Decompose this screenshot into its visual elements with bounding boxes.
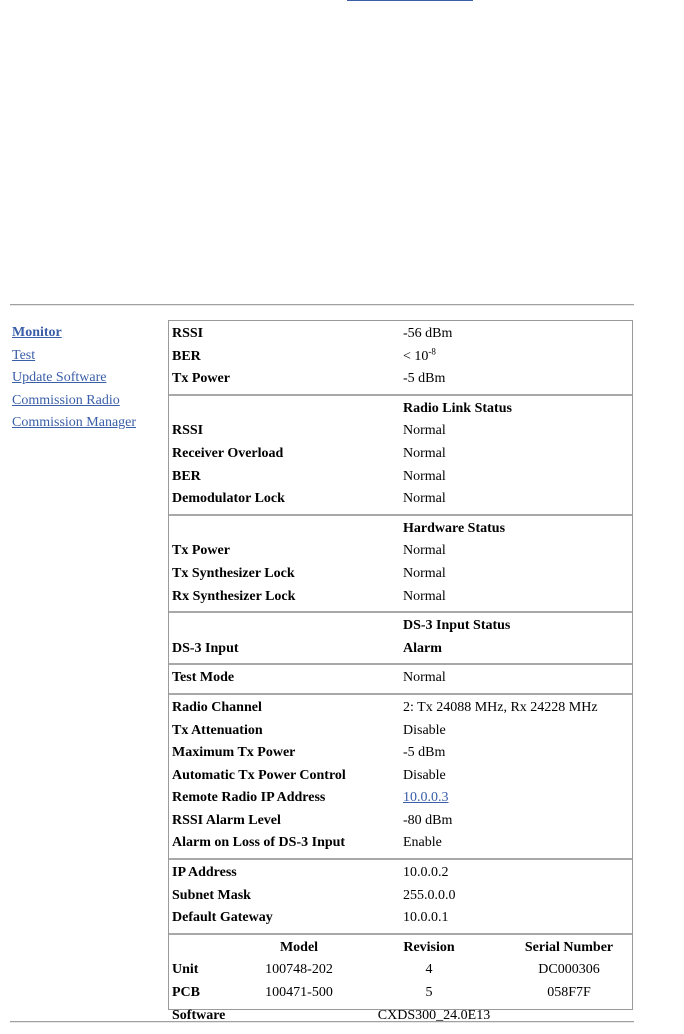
bottom-divider [10, 1021, 634, 1023]
hardware-header-row [169, 518, 632, 541]
pcb-revision: 5 [425, 985, 433, 1001]
config-row-remote-ip [169, 787, 632, 810]
top-divider [10, 304, 634, 306]
txpower-label: Tx Power [172, 371, 230, 387]
unit-serial: DC000306 [538, 962, 600, 978]
rssi-alarm-value: -80 dBm [403, 812, 453, 828]
hardware-section [169, 516, 632, 613]
ds3-header-row [169, 615, 632, 638]
rssi-label: RSSI [172, 326, 204, 341]
unit-revision: 4 [425, 962, 433, 978]
test-mode-row [169, 667, 632, 690]
network-row-ip [169, 862, 632, 885]
network-section [169, 860, 632, 935]
status-label: RSSI [172, 423, 204, 439]
top-link-underline[interactable] [347, 0, 473, 1]
status-value: Normal [403, 423, 446, 439]
ds3-alarm-value: Alarm [403, 640, 442, 656]
software-label: Software [172, 1007, 226, 1023]
unit-model: 100748-202 [265, 962, 333, 978]
status-row [169, 466, 632, 489]
atpc-label: Automatic Tx Power Control [172, 767, 346, 783]
pcb-serial: 058F7F [547, 985, 591, 1001]
status-value: Normal [403, 565, 446, 581]
ds3-input-row [169, 638, 632, 661]
status-row [169, 563, 632, 586]
model-header: Model [279, 939, 319, 955]
status-panel [168, 320, 633, 1023]
gateway-value: 10.0.0.1 [403, 910, 449, 926]
measure-row-rssi [169, 323, 632, 346]
config-row-max-tx [169, 742, 632, 765]
ip-address-value: 10.0.0.2 [403, 865, 449, 881]
radio-channel-label: Radio Channel [172, 699, 262, 715]
config-row-channel [169, 697, 632, 720]
config-row-alarm-los [169, 832, 632, 855]
test-mode-section [169, 665, 632, 695]
versions-header-row [169, 937, 632, 960]
ds3-section [169, 613, 632, 665]
pcb-model: 100471-500 [265, 985, 333, 1001]
radio-link-header-row [169, 398, 632, 421]
ip-address-label: IP Address [172, 865, 237, 881]
test-mode-label: Test Mode [172, 670, 235, 686]
status-label: Receiver Overload [172, 445, 284, 461]
test-mode-value: Normal [403, 670, 446, 686]
config-row-atpc [169, 765, 632, 788]
ber-label: BER [172, 348, 201, 364]
status-label: Tx Synthesizer Lock [172, 565, 295, 581]
remote-ip-label: Remote Radio IP Address [172, 790, 326, 806]
measurements-section [169, 321, 632, 396]
tx-atten-value: Disable [403, 722, 446, 738]
status-label: Demodulator Lock [172, 491, 285, 507]
config-section [169, 695, 632, 860]
status-value: Normal [403, 588, 446, 604]
nav-item-monitor[interactable]: Monitor [12, 325, 62, 340]
status-row [169, 488, 632, 511]
status-row [169, 586, 632, 609]
nav-item-test[interactable]: Test [12, 347, 36, 363]
measure-row-ber [169, 346, 632, 369]
network-row-gateway [169, 907, 632, 930]
alarm-los-label: Alarm on Loss of DS-3 Input [172, 835, 346, 851]
status-label: Rx Synthesizer Lock [172, 588, 296, 604]
txpower-value: -5 dBm [403, 371, 446, 387]
revision-header: Revision [403, 939, 455, 955]
side-nav [12, 322, 136, 435]
measure-row-txpower [169, 368, 632, 391]
subnet-mask-value: 255.0.0.0 [403, 887, 456, 903]
rssi-value: -56 dBm [403, 326, 453, 341]
remote-ip-link[interactable]: 10.0.0.3 [403, 790, 449, 806]
status-row [169, 443, 632, 466]
status-row [169, 540, 632, 563]
subnet-mask-label: Subnet Mask [172, 887, 251, 903]
versions-row-pcb [169, 982, 632, 1005]
nav-item-update-software[interactable]: Update Software [12, 370, 107, 386]
network-row-mask [169, 885, 632, 908]
status-value: Normal [403, 445, 446, 461]
status-value: Normal [403, 468, 446, 484]
versions-row-software [169, 1005, 632, 1028]
tx-atten-label: Tx Attenuation [172, 722, 263, 738]
config-row-rssi-alarm [169, 810, 632, 833]
nav-item-commission-radio[interactable]: Commission Radio [12, 392, 120, 408]
rssi-alarm-label: RSSI Alarm Level [172, 812, 281, 828]
pcb-label: PCB [172, 985, 200, 1001]
ber-value-base: < 10 [403, 348, 429, 364]
nav-item-commission-manager[interactable]: Commission Manager [12, 415, 137, 431]
software-version: CXDS300_24.0E13 [377, 1007, 491, 1023]
ber-value [403, 346, 436, 369]
gateway-label: Default Gateway [172, 910, 273, 926]
status-value: Normal [403, 543, 446, 559]
radio-link-section [169, 396, 632, 516]
status-row [169, 420, 632, 443]
unit-label: Unit [172, 962, 199, 978]
remote-ip-cell [403, 787, 449, 810]
hardware-header: Hardware Status [403, 520, 506, 536]
versions-section [169, 935, 632, 1030]
ds3-header: DS-3 Input Status [403, 618, 511, 634]
ds3-input-label: DS-3 Input [172, 640, 239, 656]
max-tx-label: Maximum Tx Power [172, 745, 296, 761]
serial-header: Serial Number [524, 939, 614, 955]
radio-channel-value: 2: Tx 24088 MHz, Rx 24228 MHz [403, 699, 598, 715]
alarm-los-value: Enable [403, 835, 442, 851]
status-value: Normal [403, 491, 446, 507]
max-tx-value: -5 dBm [403, 745, 446, 761]
versions-row-unit [169, 959, 632, 982]
config-row-tx-atten [169, 720, 632, 743]
status-label: Tx Power [172, 543, 230, 559]
ber-value-exponent: -8 [428, 345, 436, 356]
radio-link-header: Radio Link Status [403, 400, 512, 416]
atpc-value: Disable [403, 767, 446, 783]
status-label: BER [172, 468, 201, 484]
